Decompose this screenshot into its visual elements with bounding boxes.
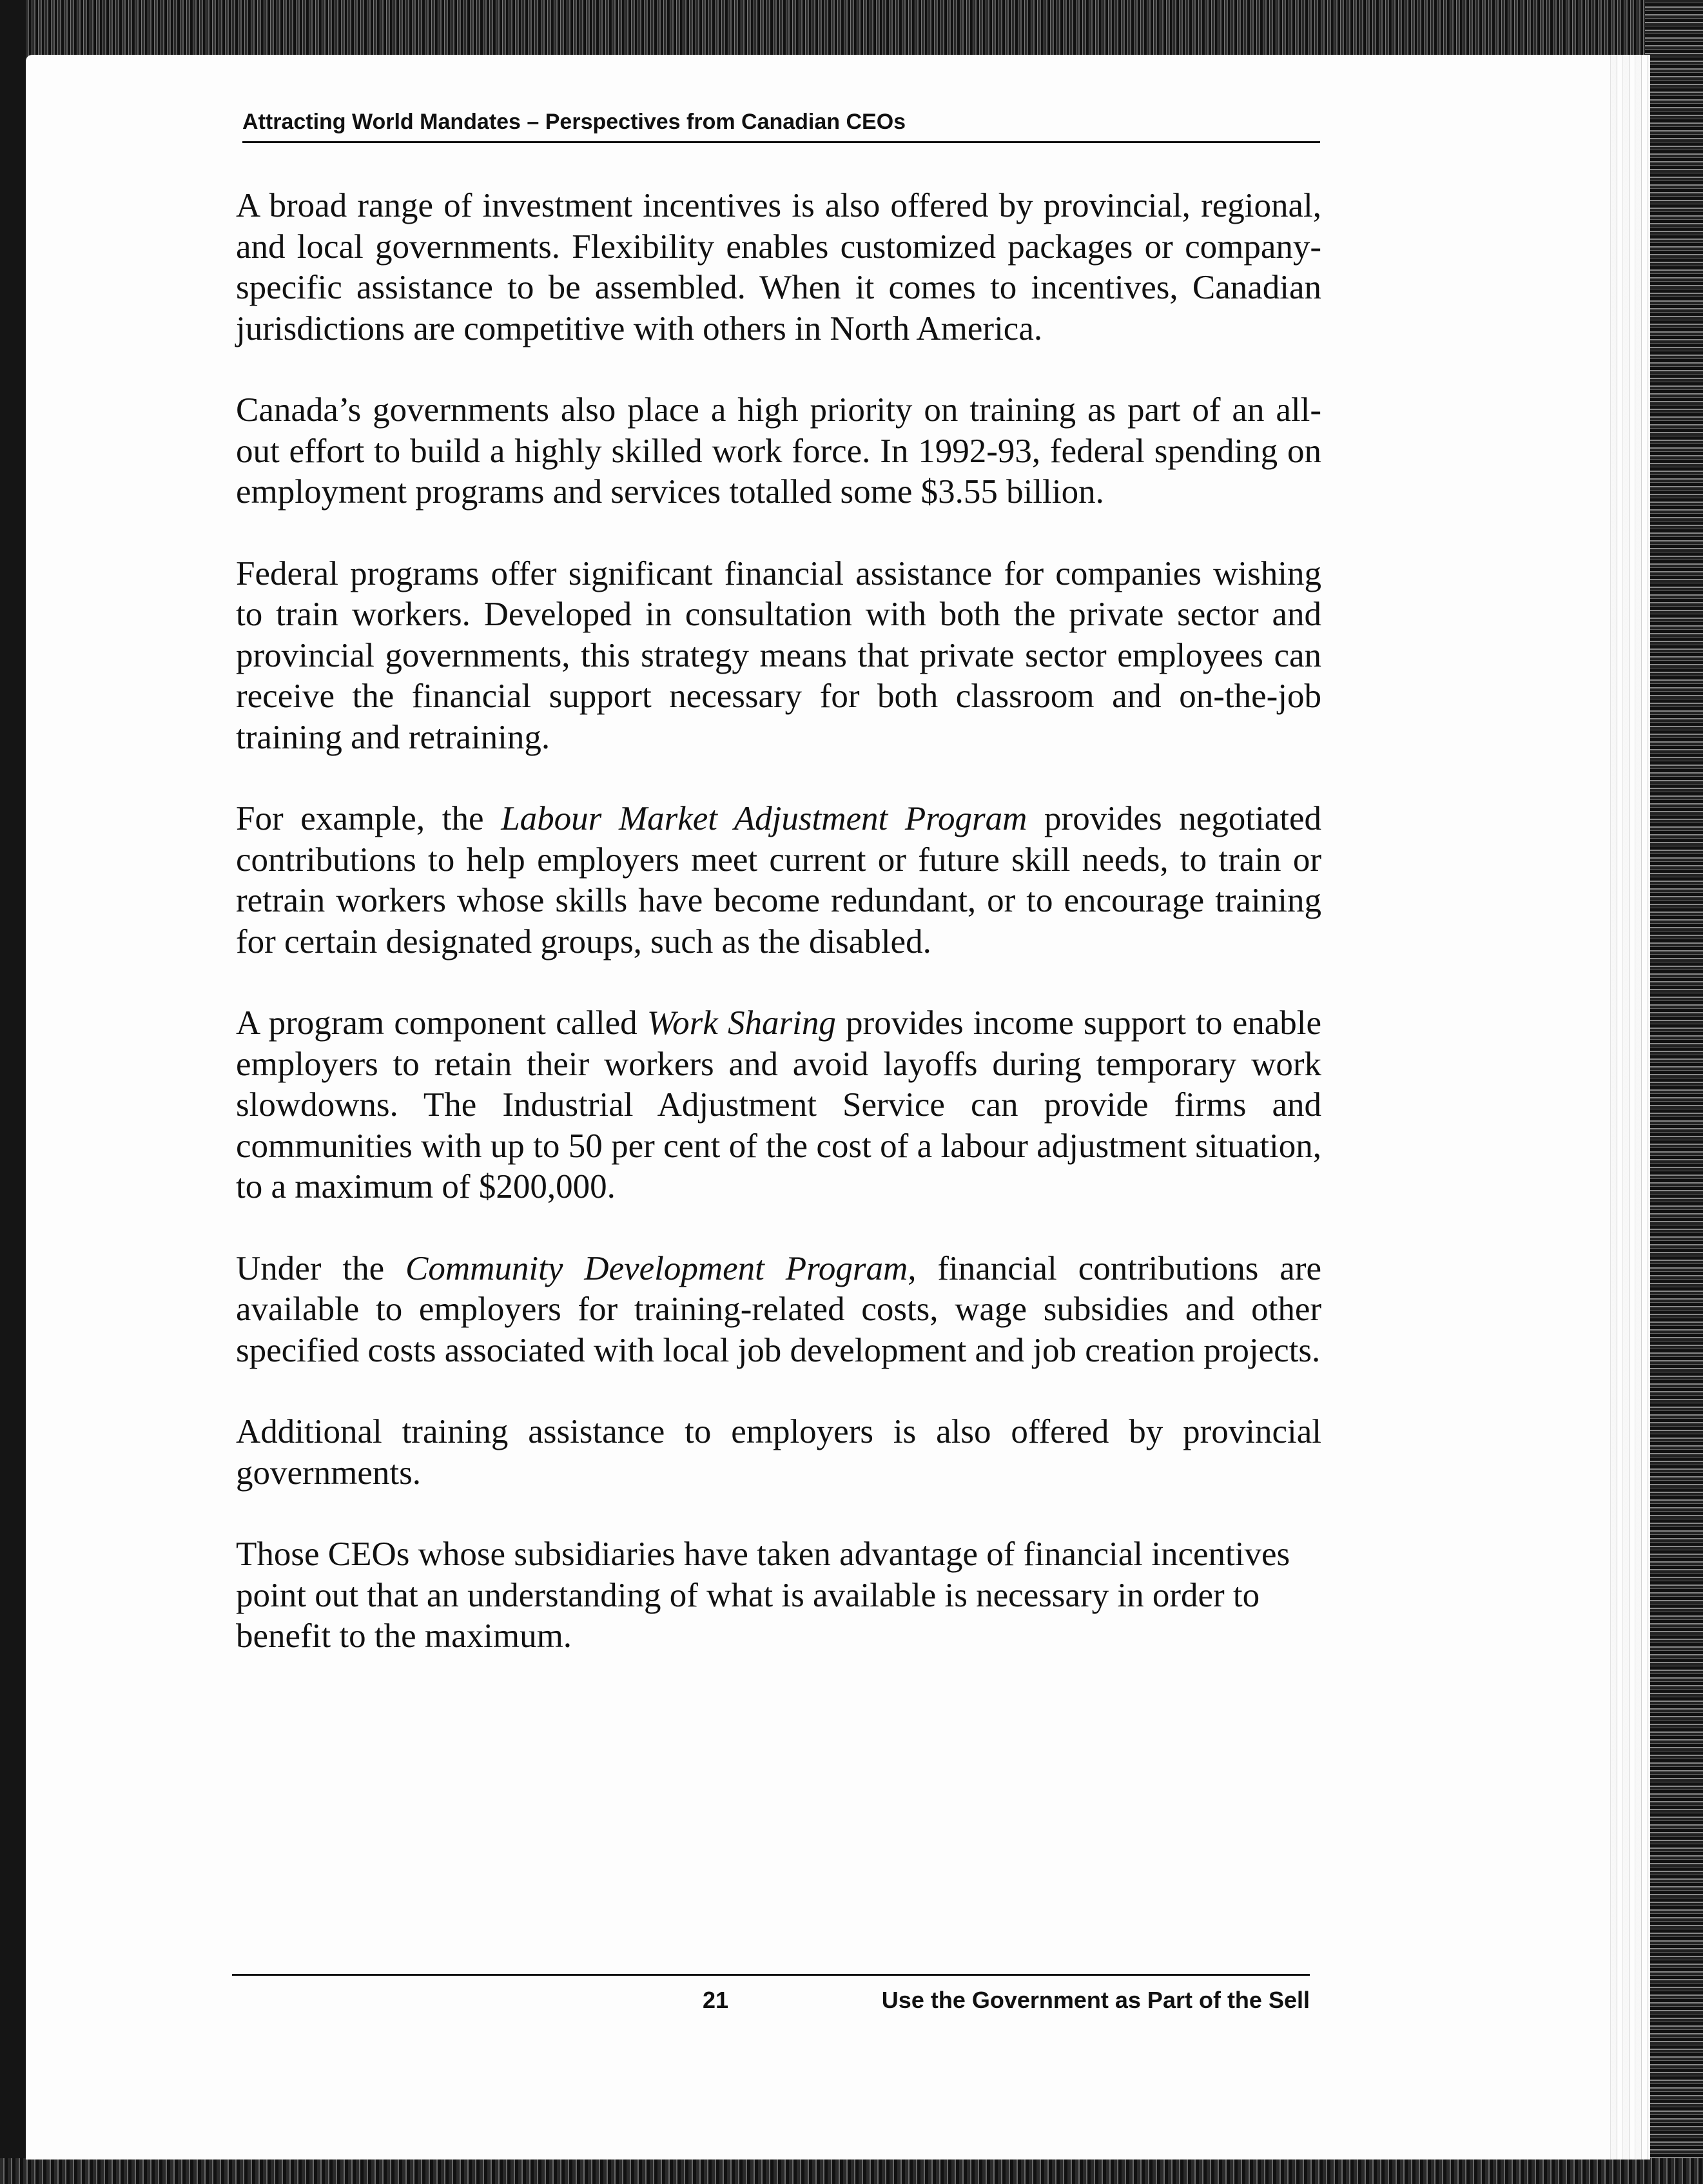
body-text xyxy=(236,186,1321,1698)
paragraph-7: Additional training assistance to employers is also offered by provincial governments. xyxy=(236,1413,1321,1492)
paragraph-8: Those CEOs whose subsidiaries have taken advantage of financial incentives point out that an understanding of what is available is necessary in order to benefit to the maximum. xyxy=(236,1536,1290,1655)
paragraph-4-lead: For example, the xyxy=(236,800,501,837)
page-edge-gutter xyxy=(1605,55,1650,2160)
paragraph-4 xyxy=(236,799,1321,962)
paragraph-6 xyxy=(236,1249,1321,1372)
scan-border-right xyxy=(1645,0,1703,2184)
paragraph-4-rest: provides negotiated contributions to help employers meet current or future skill needs, to train or retrain workers whose skills have become redundant, or to encourage training for certain designated groups, such as the disabled. xyxy=(236,800,1321,960)
paragraph-5 xyxy=(236,1003,1321,1208)
paragraph-2: Canada’s governments also place a high priority on training as part of an all-out effort to build a highly skilled work force. In 1992-93, federal spending on employment programs and services totalled some $3.55 billion. xyxy=(236,391,1321,511)
scan-border-left xyxy=(0,0,26,2184)
footer-rule xyxy=(232,1974,1310,1976)
program-name-work-sharing: Work Sharing xyxy=(647,1004,836,1042)
running-header: Attracting World Mandates – Perspectives from Canadian CEOs xyxy=(242,110,1320,143)
footer-section-title: Use the Government as Part of the Sell xyxy=(881,1987,1310,2013)
paragraph-6-rest: financial contributions are available to employers for training-related costs, wage subsidies and other specified costs associated with local job development and job creation projects. xyxy=(236,1249,1321,1369)
page-number: 21 xyxy=(703,1987,729,2013)
paragraph-5-rest: provides income support to enable employers to retain their workers and avoid layoffs during temporary work slowdowns. The Industrial Adjustment Service can provide firms and communities with up to 50 per cent of the cost of a labour adjustment situation, to a maximum of $200,000. xyxy=(236,1004,1321,1205)
program-name-labour-market: Labour Market Adjustment Program xyxy=(501,800,1027,837)
paragraph-5-lead: A program component called xyxy=(236,1004,647,1042)
scan-border-bottom xyxy=(0,2158,1703,2184)
paragraph-3: Federal programs offer significant financial assistance for companies wishing to train workers. Developed in consultation with both the private sector and provincial governments, this strategy means that private sector employees can receive the financial support necessary for both classroom and on-the-job training and retraining. xyxy=(236,554,1321,756)
paragraph-1: A broad range of investment incentives is also offered by provincial, regional, and local governments. Flexibility enables customized packages or company-specific assistance to be assembled. When it comes to incentives, Canadian jurisdictions are competitive with others in North America. xyxy=(236,187,1321,347)
program-name-community-development: Community Development Program, xyxy=(405,1249,917,1287)
paragraph-6-lead: Under the xyxy=(236,1249,406,1287)
scan-border-top xyxy=(0,0,1703,58)
